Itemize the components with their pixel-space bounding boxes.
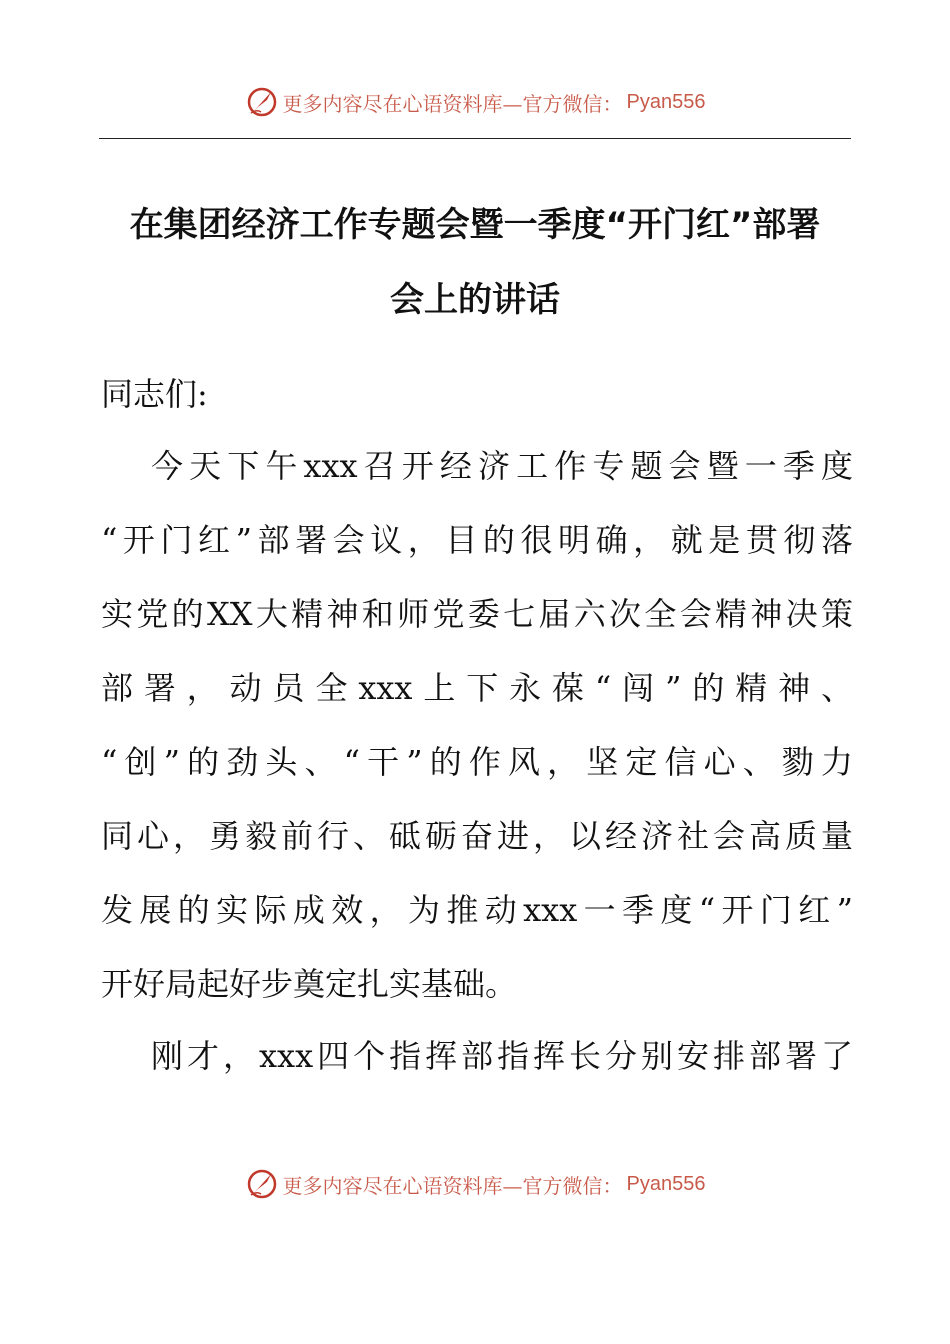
body-line: 实党的XX大精神和师党委七届六次全会精神决策 [101, 595, 853, 633]
body-line: 部署，动员全xxx上下永葆“闯”的精神、 [101, 669, 853, 707]
header-banner [0, 82, 950, 122]
document-title-line-1: 在集团经济工作专题会暨一季度“开门红”部署 [129, 205, 821, 245]
footer-banner-wechat: Pyan556 [626, 1172, 706, 1195]
body-line: 刚才，xxx四个指挥部指挥长分别安排部署了 [151, 1037, 853, 1075]
header-banner-wechat: Pyan556 [626, 90, 706, 113]
quill-logo-icon [245, 1167, 279, 1201]
header-banner-text: 更多内容尽在心语资料库—官方微信： [282, 91, 623, 116]
body-line: 发展的实际成效，为推动xxx一季度“开门红” [101, 891, 853, 929]
footer-banner [0, 1164, 950, 1204]
body-line: 开好局起好步奠定扎实基础。 [101, 965, 518, 1003]
body-line: 今天下午xxx召开经济工作专题会暨一季度 [151, 447, 853, 485]
body-line: 同心，勇毅前行、砥砺奋进，以经济社会高质量 [101, 817, 853, 855]
quill-logo-icon [245, 85, 279, 119]
salutation: 同志们: [101, 375, 208, 413]
document-title-line-2: 会上的讲话 [390, 280, 560, 320]
footer-banner-text: 更多内容尽在心语资料库—官方微信： [282, 1173, 623, 1198]
body-line: “开门红”部署会议，目的很明确，就是贯彻落 [101, 521, 853, 559]
body-line: “创”的劲头、“干”的作风，坚定信心、勠力 [101, 743, 853, 781]
header-divider [99, 138, 851, 139]
